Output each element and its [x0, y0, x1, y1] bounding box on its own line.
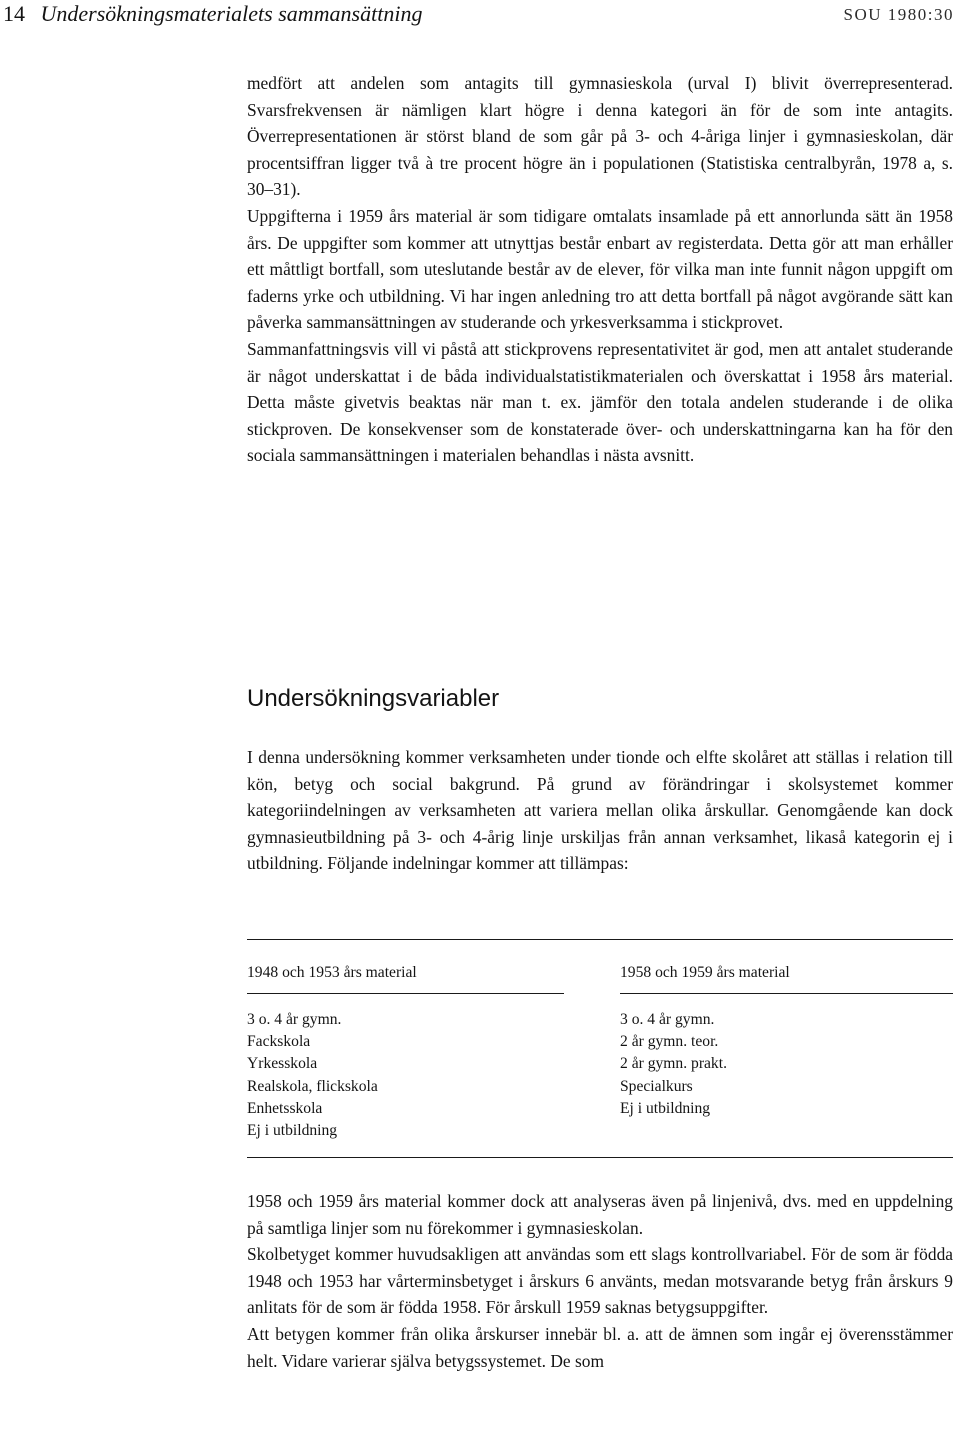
page-number: 14 [3, 1, 25, 26]
list-item: 3 o. 4 år gymn. [620, 1011, 715, 1028]
list-item: Realskola, flickskola [247, 1077, 378, 1095]
running-title: Undersökningsmaterialets sammansättning [40, 1, 423, 26]
list-item: Specialkurs [620, 1077, 693, 1095]
list-item: 3 o. 4 år gymn. [247, 1011, 342, 1028]
header-left [3, 1, 422, 27]
series-number: SOU 1980:30 [843, 5, 954, 24]
list-item: 2 år gymn. teor. [620, 1033, 719, 1051]
bottom-text-block [247, 1188, 953, 1374]
table-bottom-rule [247, 1157, 953, 1158]
section-text-block [247, 744, 953, 877]
category-list-1948-1953 [247, 1009, 378, 1142]
table-top-rule [247, 939, 953, 940]
paragraph-grade-differences: Att betygen kommer från olika årskurser innebär bl. a. att de ämnen som ingår ej överensstämmer helt. Vidare varierar själva betygssystemet. De som [247, 1323, 953, 1371]
paragraph-overrepresentation: medfört att andelen som antagits till gymnasieskola (urval I) blivit överrepresenterad. Svarsfrekvensen är nämligen klart högre i denna kategori än för de som inte antagits. Överrepresentationen är störst bland de som går på 3- och 4-åriga linjer i gymnasieskolan, där procentsiffran ligger två à tre procent högre än i populationen (Statistiska centralbyrån, 1978 a, s. 30–31). [247, 73, 953, 200]
column-header-1958-1959: 1958 och 1959 års material [620, 964, 790, 981]
paragraph-school-grades: Skolbetyget kommer huvudsakligen att användas som ett slags kontrollvariabel. För de som är födda 1948 och 1953 har vårterminsbetyget i årskurs 6 använts, medan motsvarande betyg från årskurs 9 anlitats för de som är födda 1958. För årskull 1959 saknas betygsuppgifter. [247, 1244, 953, 1318]
paragraph-variables-intro: I denna undersökning kommer verksamheten under tionde och elfte skolåret att ställas i relation till kön, betyg och social bakgrund. På grund av förändringar i skolsystemet kommer kategoriindelningen av verksamheten att variera mellan olika årskullar. Genomgående kan dock gymnasieutbildning på 3- och 4-årig linje urskiljas från annan verksamhet, likaså kategorin ej i utbildning. Följande indelningar kommer att tillämpas: [247, 747, 953, 874]
list-item: Yrkesskola [247, 1055, 318, 1073]
category-list-1958-1959 [620, 1009, 727, 1120]
list-item: Fackskola [247, 1033, 311, 1051]
column-rule-right [620, 993, 953, 994]
list-item: Ej i utbildning [620, 1099, 711, 1117]
paragraph-1959-material: Uppgifterna i 1959 års material är som tidigare omtalats insamlade på ett annorlunda sätt än 1958 års. De uppgifter som kommer att utnyttjas består enbart av registerdata. Detta gör att man erhåller ett måttligt bortfall, som uteslutande består av de elever, för vilka man inte funnit någon uppgift om faderns yrke och utbildning. Vi har ingen anledning tro att detta bortfall på något avgörande sätt kan påverka sammansättningen av studerande och yrkesverksamma i stickprovet. [247, 205, 953, 333]
section-heading: Undersökningsvariabler [247, 685, 500, 712]
list-item: Enhetsskola [247, 1099, 323, 1117]
paragraph-line-level: 1958 och 1959 års material kommer dock att analyseras även på linjenivå, dvs. med en uppdelning på samtliga linjer som nu förekommer i gymnasieskolan. [247, 1191, 953, 1238]
top-text-block [247, 70, 953, 469]
column-header-1948-1953: 1948 och 1953 års material [247, 964, 417, 981]
running-header [0, 0, 960, 28]
paragraph-summary: Sammanfattningsvis vill vi påstå att stickprovens representativitet är god, men att antalet studerande är något underskattat i de båda individualstatistikmaterialen och överskattat i 1958 års material. Detta måste givetvis beaktas när man t. ex. jämför den totala andelen studerande i de olika stickproven. De konsekvenser som de konstaterade över- och underskattningarna kan ha för den sociala sammansättningen i materialen behandlas i nästa avsnitt. [247, 338, 953, 466]
column-rule-left [247, 993, 564, 994]
list-item: 2 år gymn. prakt. [620, 1055, 727, 1073]
list-item: Ej i utbildning [247, 1122, 338, 1140]
